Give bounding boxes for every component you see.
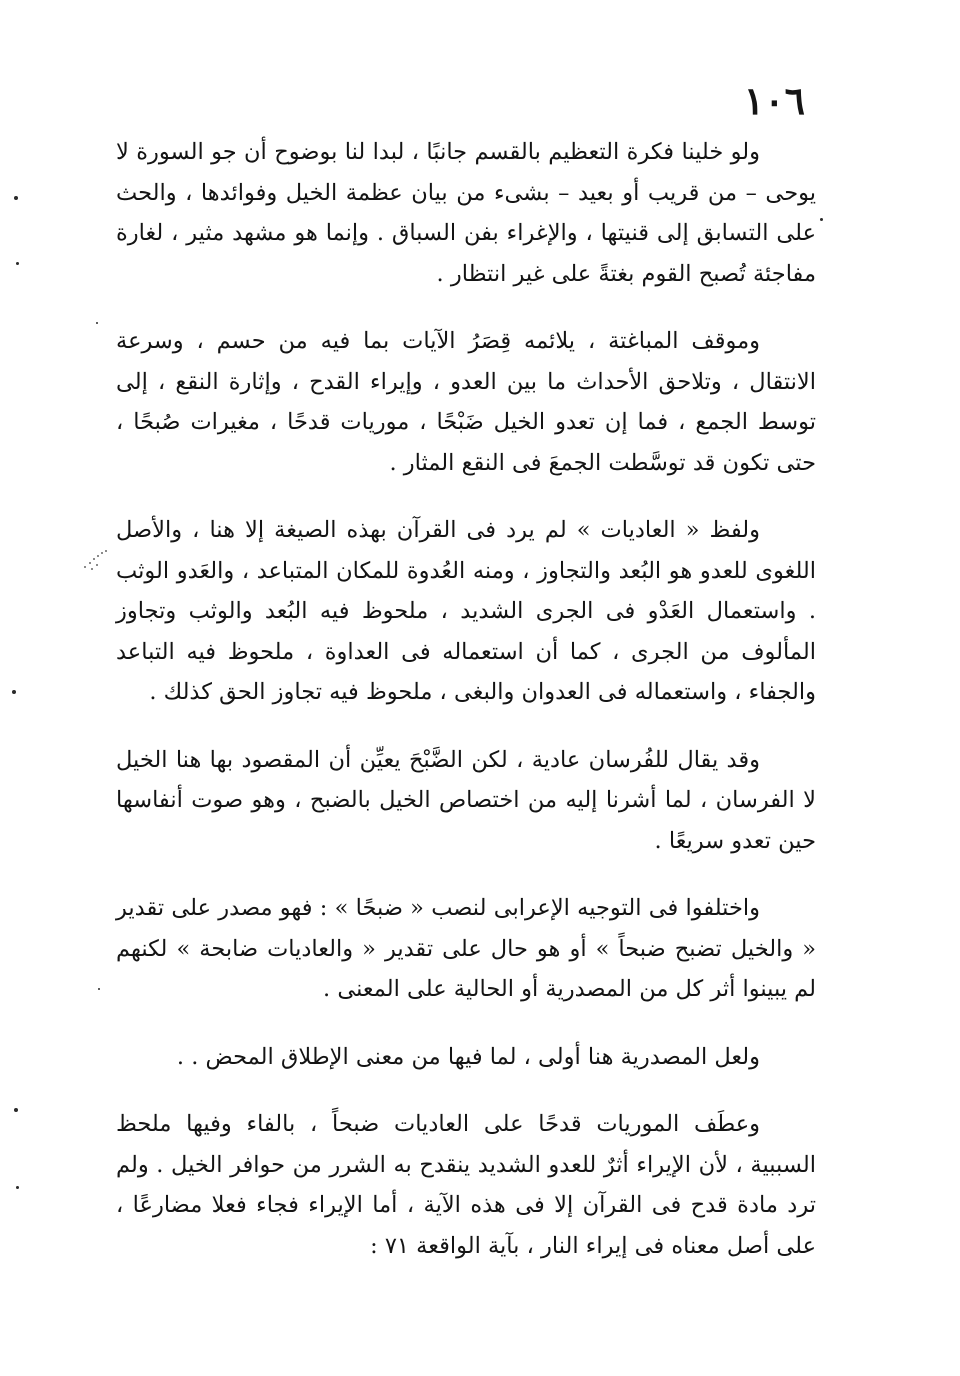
paragraph-2: وموقف المباغتة ، يلائمه قِصَرُ الآيات بما فيه من حسم ، وسرعة الانتقال ، وتلاحق الأحداث ما بين العدو ، وإيراء القدح ، وإثارة النقع ، إلى توسط الجمع ، فما إن تعدو الخيل ضَبْحًا ، موريات قدحًا ، مغيرات صُبحًا ، حتى تكون قد توسَّطت الجمعَ فى النقع المثار . [116, 328, 816, 476]
page-number: ١٠٦ [743, 78, 805, 123]
scan-speck [14, 196, 18, 200]
scan-dots-cluster [82, 548, 112, 578]
paragraph-3: ولفظ « العاديات » لم يرد فى القرآن بهذه الصيغة إلا هنا ، والأصل اللغوى للعدو هو البُعد والتجاوز ، ومنه العُدوة للمكان المتباعد ، والعَدو الوثب . واستعمال العَدْو فى الجرى الشديد ، ملحوظ فيه البُعد والوثب وتجاوز المألوف من الجرى ، كما أن استعماله فى العداوة ، ملحوظ فيه التباعد والجفاء ، واستعماله فى العدوان والبغى ، ملحوظ فيه تجاوز الحق كذلك . [116, 517, 816, 705]
body-text [116, 132, 816, 1293]
scan-speck [98, 988, 100, 990]
scan-speck [12, 690, 16, 694]
scan-speck [820, 218, 823, 221]
scan-speck [96, 322, 98, 324]
scan-speck [16, 1186, 19, 1189]
scan-speck [16, 262, 19, 265]
scan-speck [14, 1108, 18, 1112]
paragraph-1: ولو خلينا فكرة التعظيم بالقسم جانبًا ، لبدا لنا بوضوح أن جو السورة لا يوحى – من قريب أو بعيد – بشىء من بيان عظمة الخيل وفوائدها ، والحث على التسابق إلى قنيتها ، والإغراء بفن السباق . وإنما هو مشهد مثير ، لغارة مفاجئة تُصبح القوم بغتةً على غير انتظار . [116, 139, 816, 287]
paragraph-4: وقد يقال للفُرسان عادية ، لكن الضَّبْحَ يعيِّن أن المقصود بها هنا الخيل لا الفرسان ، لما أشرنا إليه من اختصاص الخيل بالضبح ، وهو صوت أنفاسها حين تعدو سريعًا . [116, 746, 816, 854]
paragraph-7: وعطَف الموريات قدحًا على العاديات ضبحاً ، بالفاء وفيها ملحظ السببية ، لأن الإيراء أثرٌ للعدو الشديد ينقدح به الشرر من حوافر الخيل . ولم ترد مادة قدح فى القرآن إلا فى هذه الآية ، أما الإيراء فجاء فعلا مضارعًا ، على أصل معناه فى إيراء النار ، بآية الواقعة ٧١ : [116, 1111, 816, 1259]
paragraph-6: ولعل المصدرية هنا أولى ، لما فيها من معنى الإطلاق المحض . . [176, 1043, 760, 1070]
paragraph-5: واختلفوا فى التوجيه الإعرابى لنصب « ضبحًا » : فهو مصدر على تقدير « والخيل تضبح ضبحاً » أو هو حال على تقدير « والعاديات ضابحة » لكنهم لم يبينوا أثر كل من المصدرية أو الحالية على المعنى . [116, 895, 816, 1002]
